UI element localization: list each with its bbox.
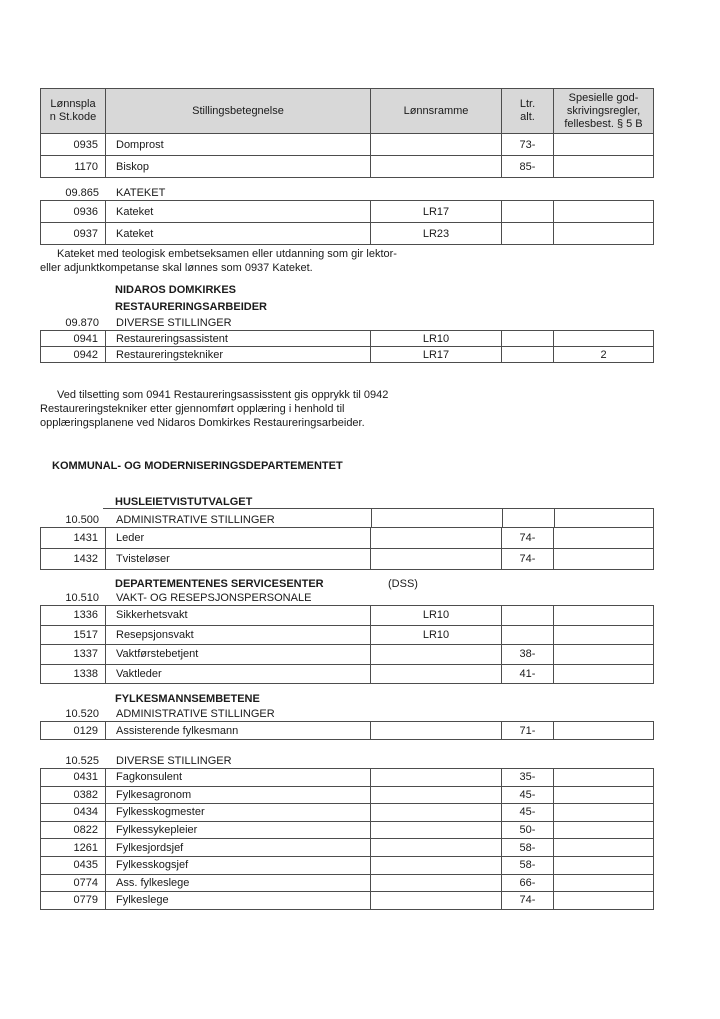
lonnsramme-cell: [371, 549, 502, 569]
ltr-alt-cell: [502, 626, 554, 645]
table-row: [41, 156, 653, 177]
lonnsramme-cell: [371, 156, 502, 177]
lonnsramme-cell: LR10: [371, 626, 502, 645]
ltr-alt-cell: 74-: [502, 892, 554, 909]
section-heading-fylkesmann: FYLKESMANNSEMBETENE: [115, 693, 260, 705]
table-row: [41, 645, 653, 665]
spesielle-cell: [554, 839, 653, 856]
salary-table-bispe: [40, 88, 654, 178]
table-row: [41, 822, 653, 840]
group-heading-fylkesmann-div: [40, 753, 654, 768]
st-kode-cell: 1336: [41, 606, 106, 625]
lonnsramme-cell: LR17: [371, 201, 502, 222]
spesielle-cell: [554, 201, 653, 222]
salary-table-nidaros: [40, 330, 654, 363]
group-code: 10.500: [65, 514, 99, 526]
stillingsbetegnelse-cell: Vaktleder: [106, 665, 371, 684]
ltr-alt-cell: 66-: [502, 875, 554, 892]
table-row: [41, 549, 653, 569]
group-code: 10.520: [65, 708, 99, 720]
ltr-alt-cell: 35-: [502, 769, 554, 786]
spesielle-cell: [554, 549, 653, 569]
stillingsbetegnelse-cell: Domprost: [106, 134, 371, 155]
ltr-alt-cell: 41-: [502, 665, 554, 684]
note-kateket: Kateket med teologisk embetseksamen eller utdanning som gir lektor- eller adjunktkompetanse skal lønnes som 0937 Kateket.: [40, 248, 397, 274]
section-heading-dss: DEPARTEMENTENES SERVICESENTER: [115, 578, 324, 590]
ltr-alt-cell: [502, 606, 554, 625]
table-row: [41, 606, 653, 626]
spesielle-cell: [554, 769, 653, 786]
spesielle-cell: [554, 892, 653, 909]
ltr-alt-cell: [502, 201, 554, 222]
st-kode-cell: 1431: [41, 528, 106, 548]
ltr-alt-cell: 85-: [502, 156, 554, 177]
group-code: 10.525: [65, 755, 99, 767]
st-kode-cell: 0774: [41, 875, 106, 892]
stillingsbetegnelse-cell: Restaureringstekniker: [106, 347, 371, 362]
ltr-alt-cell: 73-: [502, 134, 554, 155]
st-kode-cell: 0382: [41, 787, 106, 804]
ltr-alt-cell: 58-: [502, 839, 554, 856]
table-row: [41, 665, 653, 684]
spesielle-cell: [554, 528, 653, 548]
section-heading-dss-abbr: (DSS): [388, 578, 418, 590]
salary-table-kateket: [40, 200, 654, 245]
note-nidaros: Ved tilsetting som 0941 Restaureringsassisstent gis opprykk til 0942 Restaureringstekniker etter gjennomført opplæring i henhold til opplæringsplanene ved Nidaros Domkirkes Restaureringsarbeider.: [40, 389, 389, 429]
stillingsbetegnelse-cell: Resepsjonsvakt: [106, 626, 371, 645]
stillingsbetegnelse-cell: Leder: [106, 528, 371, 548]
st-kode-cell: 0779: [41, 892, 106, 909]
group-title: DIVERSE STILLINGER: [116, 317, 232, 329]
ltr-alt-cell: 74-: [502, 549, 554, 569]
spesielle-cell: [554, 722, 653, 739]
lonnsramme-cell: LR10: [371, 606, 502, 625]
table-row: [41, 722, 653, 739]
table-row: [41, 839, 653, 857]
table-row: [41, 626, 653, 646]
st-kode-cell: 0822: [41, 822, 106, 839]
spesielle-cell: [554, 606, 653, 625]
ltr-alt-cell: 50-: [502, 822, 554, 839]
table-row: [41, 134, 653, 156]
stillingsbetegnelse-cell: Sikkerhetsvakt: [106, 606, 371, 625]
empty-cell: [371, 508, 502, 527]
ltr-alt-cell: 58-: [502, 857, 554, 874]
spesielle-cell: [554, 645, 653, 664]
ltr-alt-cell: 45-: [502, 804, 554, 821]
stillingsbetegnelse-cell: Assisterende fylkesmann: [106, 722, 371, 739]
stillingsbetegnelse-cell: Kateket: [106, 223, 371, 244]
table-row: [41, 892, 653, 909]
salary-table-fylkesmann-div: [40, 768, 654, 910]
table-row: [41, 857, 653, 875]
st-kode-cell: 0942: [41, 347, 106, 362]
st-kode-cell: 0431: [41, 769, 106, 786]
table-row: [41, 201, 653, 223]
stillingsbetegnelse-cell: Ass. fylkeslege: [106, 875, 371, 892]
table-row: [41, 331, 653, 347]
header-ltr-alt: Ltr. alt.: [502, 89, 554, 133]
st-kode-cell: 1517: [41, 626, 106, 645]
spesielle-cell: 2: [600, 348, 607, 361]
group-title: ADMINISTRATIVE STILLINGER: [116, 514, 275, 526]
lonnsramme-cell: LR10: [371, 331, 502, 346]
lonnsramme-cell: [371, 857, 502, 874]
stillingsbetegnelse-cell: Fylkesskogmester: [106, 804, 371, 821]
empty-cell: [554, 508, 654, 527]
lonnsramme-cell: [371, 722, 502, 739]
lonnsramme-cell: [371, 769, 502, 786]
spesielle-cell: [554, 331, 653, 346]
lonnsramme-cell: [371, 665, 502, 684]
section-heading-nidaros-1: NIDAROS DOMKIRKES: [115, 284, 237, 296]
section-heading-nidaros-2: RESTAURERINGSARBEIDER: [115, 301, 267, 313]
st-kode-cell: 1337: [41, 645, 106, 664]
table-row: [41, 804, 653, 822]
table-row: [41, 528, 653, 549]
group-title: VAKT- OG RESEPSJONSPERSONALE: [116, 592, 312, 604]
group-title: DIVERSE STILLINGER: [116, 755, 232, 767]
st-kode-cell: 1261: [41, 839, 106, 856]
lonnsramme-cell: [371, 892, 502, 909]
ltr-alt-cell: [502, 223, 554, 244]
st-kode-cell: 1338: [41, 665, 106, 684]
group-heading-nidaros: [40, 315, 654, 330]
lonnsramme-cell: [371, 787, 502, 804]
spesielle-cell: [554, 223, 653, 244]
lonnsramme-cell: [371, 839, 502, 856]
group-code: 09.865: [65, 187, 99, 199]
lonnsramme-cell: LR17: [371, 347, 502, 362]
header-lonnsplan-stkode: Lønnspla n St.kode: [41, 89, 106, 133]
department-heading-kommunal: KOMMUNAL- OG MODERNISERINGSDEPARTEMENTET: [52, 460, 343, 472]
group-heading-fylkesmann-adm: [40, 706, 654, 721]
st-kode-cell: 0941: [41, 331, 106, 346]
lonnsramme-cell: [371, 822, 502, 839]
group-title: KATEKET: [116, 187, 166, 199]
stillingsbetegnelse-cell: Fylkesagronom: [106, 787, 371, 804]
st-kode-cell: 1170: [41, 156, 106, 177]
spesielle-cell: [554, 156, 653, 177]
header-spesielle: Spesielle god- skrivingsregler, fellesbest. § 5 B: [564, 91, 643, 130]
group-heading-kateket: [40, 185, 654, 200]
st-kode-cell: 0937: [41, 223, 106, 244]
spesielle-cell: [554, 804, 653, 821]
table-row: [41, 875, 653, 893]
stillingsbetegnelse-cell: Fagkonsulent: [106, 769, 371, 786]
lonnsramme-cell: [371, 804, 502, 821]
ltr-alt-cell: [502, 331, 554, 346]
stillingsbetegnelse-cell: Restaureringsassistent: [106, 331, 371, 346]
stillingsbetegnelse-cell: Tvisteløser: [106, 549, 371, 569]
stillingsbetegnelse-cell: Biskop: [106, 156, 371, 177]
ltr-alt-cell: 45-: [502, 787, 554, 804]
st-kode-cell: 1432: [41, 549, 106, 569]
table-header-row: [41, 89, 653, 134]
section-heading-husleie: HUSLEIETVISTUTVALGET: [115, 496, 253, 508]
spesielle-cell: [554, 857, 653, 874]
lonnsramme-cell: [371, 645, 502, 664]
table-row: [41, 347, 653, 362]
lonnsramme-cell: [371, 875, 502, 892]
spesielle-cell: [554, 665, 653, 684]
empty-cell: [502, 508, 554, 527]
stillingsbetegnelse-cell: Fylkesjordsjef: [106, 839, 371, 856]
ltr-alt-cell: [502, 347, 554, 362]
group-heading-dss: [40, 590, 654, 605]
stillingsbetegnelse-cell: Vaktførstebetjent: [106, 645, 371, 664]
table-row: [41, 769, 653, 787]
stillingsbetegnelse-cell: Fylkeslege: [106, 892, 371, 909]
spesielle-cell: [554, 822, 653, 839]
group-code: 10.510: [65, 592, 99, 604]
st-kode-cell: 0435: [41, 857, 106, 874]
ltr-alt-cell: 71-: [502, 722, 554, 739]
table-row: [41, 223, 653, 244]
group-code: 09.870: [65, 317, 99, 329]
spesielle-cell: [554, 134, 653, 155]
st-kode-cell: 0129: [41, 722, 106, 739]
stillingsbetegnelse-cell: Fylkessykepleier: [106, 822, 371, 839]
stillingsbetegnelse-cell: Fylkesskogsjef: [106, 857, 371, 874]
group-title: ADMINISTRATIVE STILLINGER: [116, 708, 275, 720]
st-kode-cell: 0936: [41, 201, 106, 222]
header-stillingsbetegnelse: Stillingsbetegnelse: [106, 89, 371, 133]
ltr-alt-cell: 74-: [502, 528, 554, 548]
header-lonnsramme: Lønnsramme: [371, 89, 502, 133]
salary-table-fylkesmann-adm: [40, 721, 654, 740]
st-kode-cell: 0935: [41, 134, 106, 155]
lonnsramme-cell: LR23: [371, 223, 502, 244]
lonnsramme-cell: [371, 528, 502, 548]
group-heading-husleie: [40, 508, 654, 527]
stillingsbetegnelse-cell: Kateket: [106, 201, 371, 222]
lonnsramme-cell: [371, 134, 502, 155]
spesielle-cell: [554, 875, 653, 892]
ltr-alt-cell: 38-: [502, 645, 554, 664]
spesielle-cell: [554, 626, 653, 645]
salary-table-dss: [40, 605, 654, 684]
spesielle-cell: [554, 787, 653, 804]
st-kode-cell: 0434: [41, 804, 106, 821]
salary-table-husleie: [40, 527, 654, 570]
table-row: [41, 787, 653, 805]
